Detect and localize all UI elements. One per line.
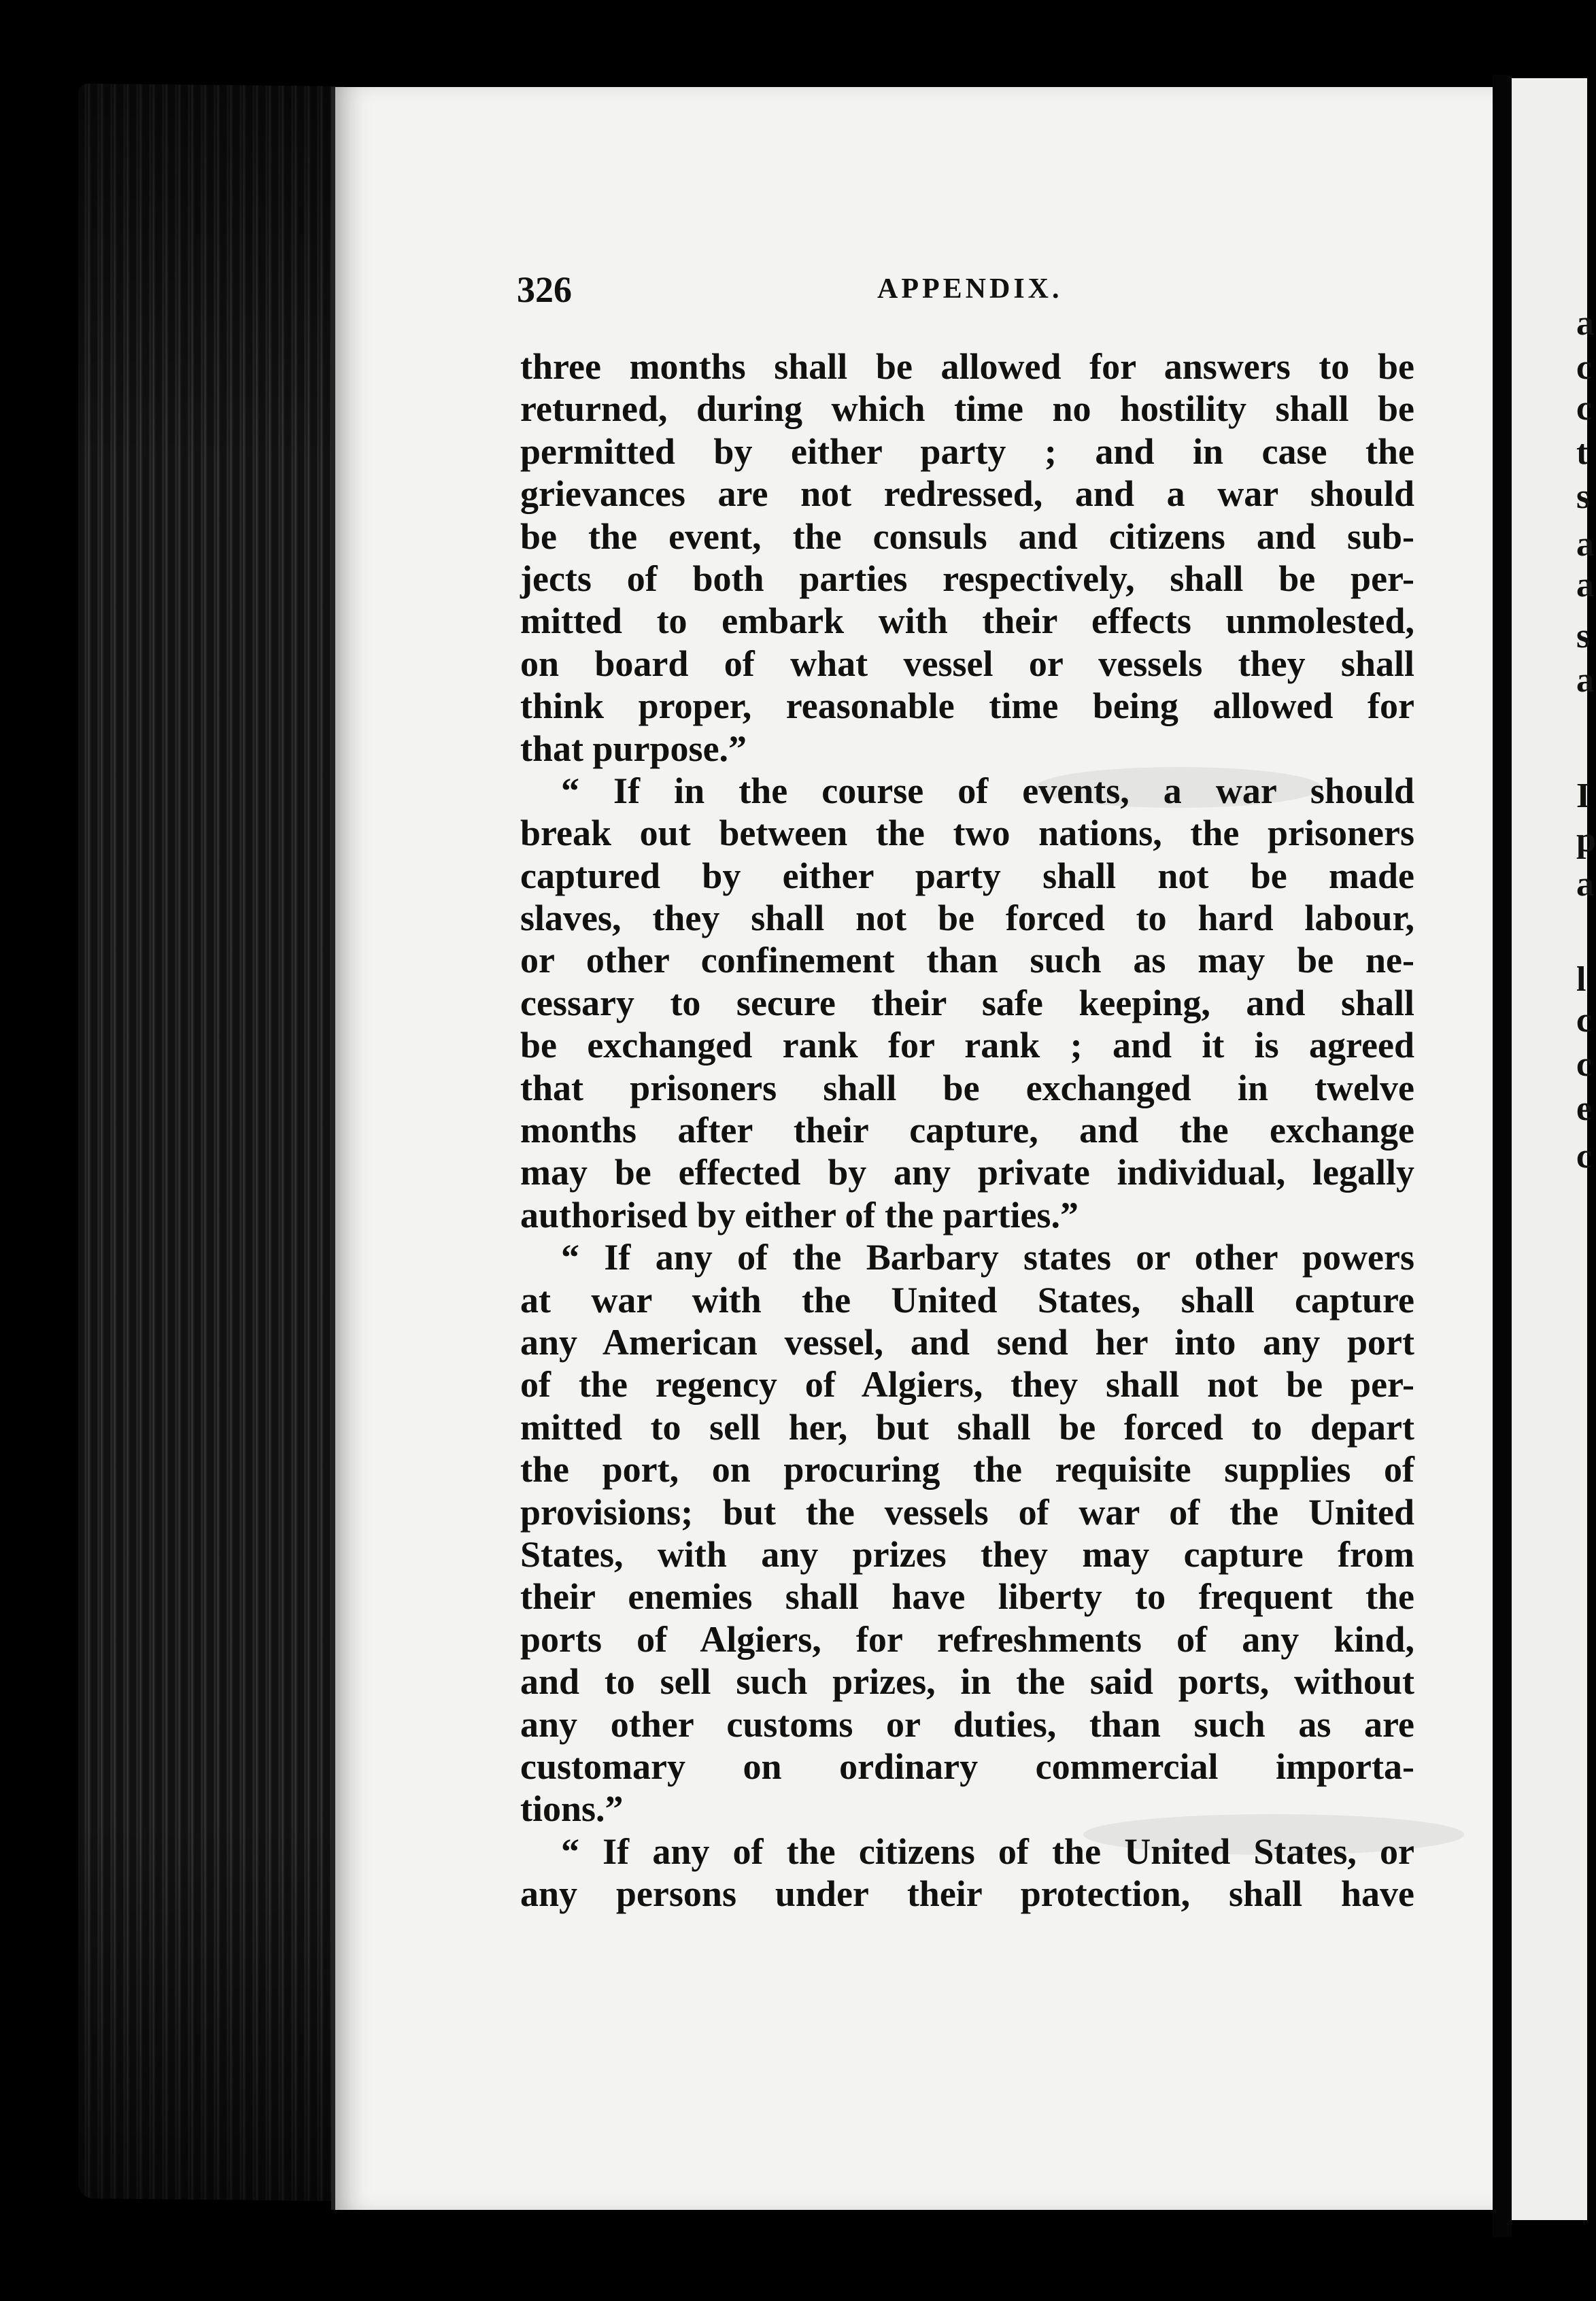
text-line: on board of what vessel or vessels they shall xyxy=(520,643,1414,684)
facing-page-fragment: e xyxy=(1576,1089,1593,1128)
text-line: at war with the United States, shall capture xyxy=(520,1279,1414,1320)
body-text xyxy=(520,345,1414,1915)
text-line: “ If any of the citizens of the United States, or xyxy=(561,1830,1414,1872)
facing-page-fragment: c xyxy=(1576,348,1593,387)
text-line: break out between the two nations, the prisoners xyxy=(520,813,1414,854)
facing-page-fragment: a xyxy=(1576,865,1594,904)
text-line: or other confinement than such as may be ne- xyxy=(520,940,1414,981)
text-line: be the event, the consuls and citizens and sub- xyxy=(520,515,1414,557)
facing-page-fragment: a xyxy=(1576,304,1594,343)
text-line: be exchanged rank for rank ; and it is agreed xyxy=(520,1025,1414,1066)
text-line: months after their capture, and the exchange xyxy=(520,1110,1414,1151)
facing-page-fragment: c xyxy=(1576,1137,1593,1176)
facing-page-fragment: c xyxy=(1576,1001,1593,1040)
text-line: three months shall be allowed for answers to be xyxy=(520,346,1414,387)
text-line: any American vessel, and send her into any port xyxy=(520,1321,1414,1363)
text-line: that purpose.” xyxy=(520,728,747,769)
text-line: “ If any of the Barbary states or other powers xyxy=(561,1237,1414,1278)
text-line: may be effected by any private individual, legally xyxy=(520,1152,1414,1193)
facing-page-fragment: I xyxy=(1576,777,1591,815)
text-line: any persons under their protection, shall have xyxy=(520,1873,1414,1915)
text-line: mitted to sell her, but shall be forced to depart xyxy=(520,1406,1414,1448)
text-line: permitted by either party ; and in case the xyxy=(520,430,1414,472)
text-line: that prisoners shall be exchanged in twelve xyxy=(520,1067,1414,1108)
text-line: their enemies shall have liberty to frequent the xyxy=(520,1576,1414,1618)
text-line: captured by either party shall not be made xyxy=(520,855,1414,896)
text-line: of the regency of Algiers, they shall not be per- xyxy=(520,1364,1414,1405)
facing-page-fragment: a xyxy=(1576,566,1594,604)
text-line: tions.” xyxy=(520,1788,624,1830)
text-line: ports of Algiers, for refreshments of any kind, xyxy=(520,1618,1414,1660)
text-line: jects of both parties respectively, shall be per- xyxy=(520,558,1414,599)
facing-page-fragment: t xyxy=(1576,433,1589,472)
text-line: think proper, reasonable time being allowed for xyxy=(520,685,1414,727)
text-line: returned, during which time no hostility shall be xyxy=(520,388,1414,430)
facing-page-fragment: a xyxy=(1576,661,1594,700)
running-head: APPENDIX. xyxy=(877,273,1063,305)
text-line: States, with any prizes they may capture from xyxy=(520,1533,1414,1575)
facing-page-fragment: l xyxy=(1576,960,1586,999)
page-number: 326 xyxy=(517,269,572,310)
text-line: authorised by either of the parties.” xyxy=(520,1194,1079,1235)
facing-page-edge xyxy=(1512,78,1596,2220)
text-line: “ If in the course of events, a war should xyxy=(561,770,1414,811)
text-line: the port, on procuring the requisite supplies of xyxy=(520,1449,1414,1490)
text-line: grievances are not redressed, and a war should xyxy=(520,473,1414,515)
facing-page-fragment: p xyxy=(1576,821,1596,859)
text-line: slaves, they shall not be forced to hard labour, xyxy=(520,898,1414,939)
text-line: and to sell such prizes, in the said ports, without xyxy=(520,1661,1414,1703)
facing-page-fragment: c xyxy=(1576,1045,1593,1084)
facing-page-fragment: a xyxy=(1576,525,1594,564)
text-line: provisions; but the vessels of war of the United xyxy=(520,1491,1414,1533)
book-page-edges xyxy=(78,84,343,2201)
text-line: customary on ordinary commercial importa- xyxy=(520,1745,1414,1787)
text-line: mitted to embark with their effects unmolested, xyxy=(520,600,1414,642)
facing-page-fragment: s xyxy=(1576,617,1591,655)
text-line: cessary to secure their safe keeping, and shall xyxy=(520,982,1414,1023)
page-gutter xyxy=(1493,75,1512,2237)
facing-page-fragment: s xyxy=(1576,477,1591,516)
facing-page-fragment: c xyxy=(1576,389,1593,428)
text-line: any other customs or duties, than such as are xyxy=(520,1703,1414,1745)
